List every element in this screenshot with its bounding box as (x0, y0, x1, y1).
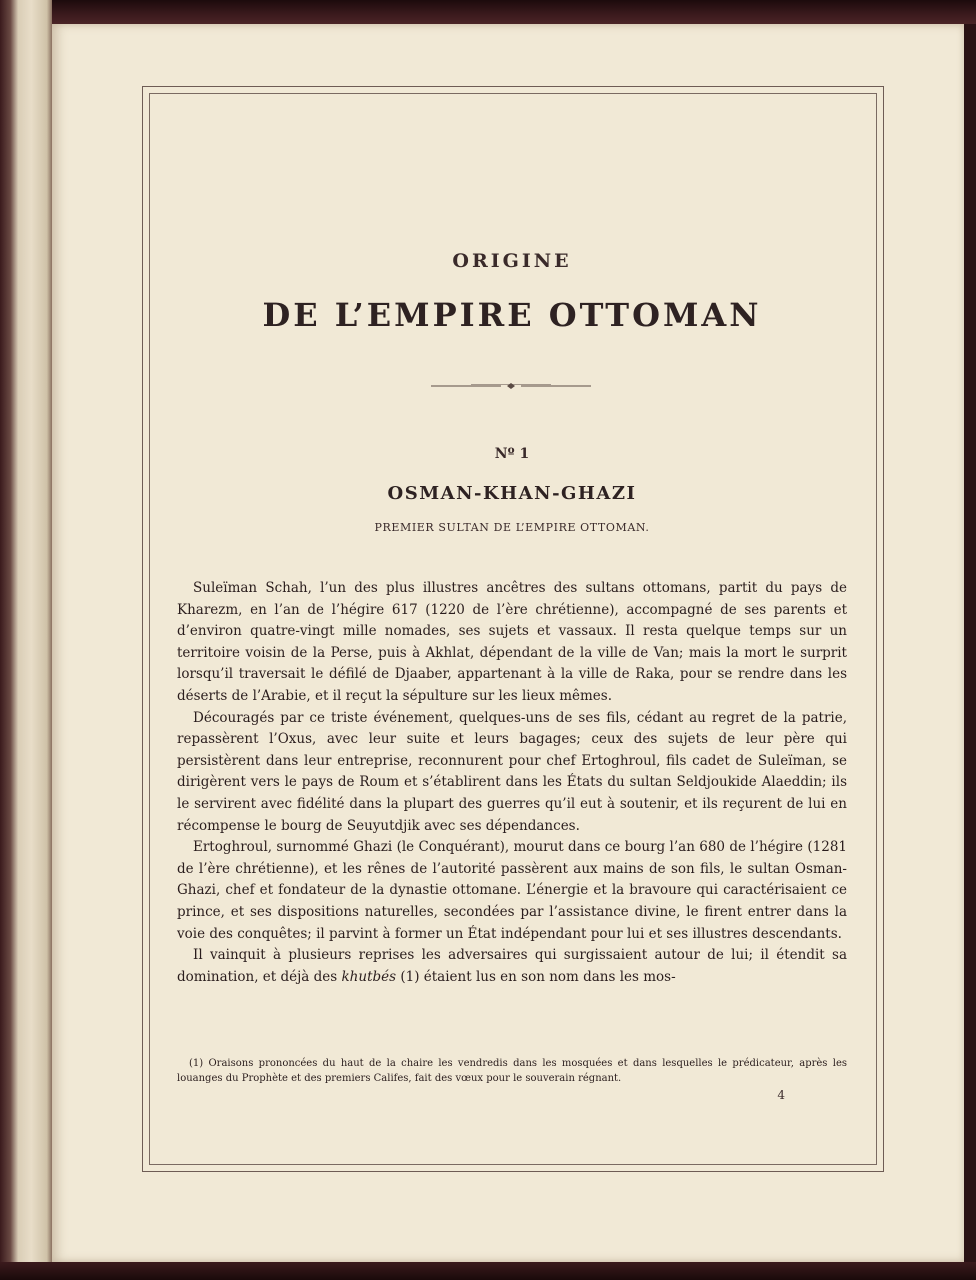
page-number: 4 (777, 1088, 785, 1102)
section-title: OSMAN-KHAN-GHAZI (387, 483, 637, 504)
book-binding-bottom (0, 1262, 976, 1280)
section-number: Nº 1 (494, 446, 530, 462)
khutbes-term: khutbés (341, 968, 397, 985)
paragraph-4-start: Il vainquit à plusieurs reprises les adversaires qui surgissaient autour de lui; il étendit sa domination, et déjà des (177, 947, 847, 985)
paragraph-2: Découragés par ce triste événement, quelques-uns de ses fils, cédant au regret de la patrie, repassèrent l’Oxus, avec leur suite et leurs bagages; ceux des sujets de leur père qui persistèrent dans leur entreprise, reconnurent pour chef Ertoghroul, fils cadet de Suleïman, se dirigèrent vers le pays de Roum et s’établirent dans les États du sultan Seldjoukide Alaeddin; ils le servirent avec fidélité dans la plupart des guerres qu’il eut à soutenir, et ils reçurent de lui en récompense le bourg de Seuyutdjik avec ses dépendances. (177, 709, 847, 834)
book-binding-left (0, 0, 52, 1280)
section-subtitle: PREMIER SULTAN DE L’EMPIRE OTTOMAN. (374, 521, 650, 534)
body-text (177, 578, 847, 988)
footnote: (1) Oraisons prononcées du haut de la chaire les vendredis dans les mosquées et dans lesquelles le prédicateur, après les louanges du Prophète et des premiers Califes, fait des vœux pour le souverain régnant. (177, 1058, 847, 1084)
heading-origine: ORIGINE (452, 250, 572, 272)
ornament-divider-icon (431, 382, 591, 390)
paragraph-1: Suleïman Schah, l’un des plus illustres ancêtres des sultans ottomans, partit du pays de Kharezm, en l’an de l’hégire 617 (1220 de l’ère chrétienne), accompagné de ses parents et d’environ quatre-vingt mille nomades, ses sujets et vassaux. Il resta quelque temps sur un territoire voisin de la Perse, puis à Akhlat, dépendant de la ville de Van; mais la mort le surprit lorsqu’il traversait le défilé de Djaaber, appartenant à la ville de Raka, pour se rendre dans les déserts de l’Arabie, et il reçut la sépulture sur les lieux mêmes. (177, 580, 847, 704)
paragraph-4-end: (1) étaient lus en son nom dans les mos- (396, 968, 676, 985)
book-page (52, 24, 964, 1262)
page-title: DE L’EMPIRE OTTOMAN (262, 296, 762, 334)
paragraph-3: Ertoghroul, surnommé Ghazi (le Conquérant), mourut dans ce bourg l’an 680 de l’hégire (1281 de l’ère chrétienne), et les rênes de l’autorité passèrent aux mains de son fils, le sultan Osman-Ghazi, chef et fondateur de la dynastie ottomane. L’énergie et la bravoure qui caractérisaient ce prince, et ses dispositions naturelles, secondées par l’assistance divine, le firent entrer dans la voie des conquêtes; il parvint à former un État indépendant pour lui et ses illustres descendants. (177, 839, 847, 942)
book-binding-top (0, 0, 976, 24)
paragraph-4 (177, 945, 847, 988)
